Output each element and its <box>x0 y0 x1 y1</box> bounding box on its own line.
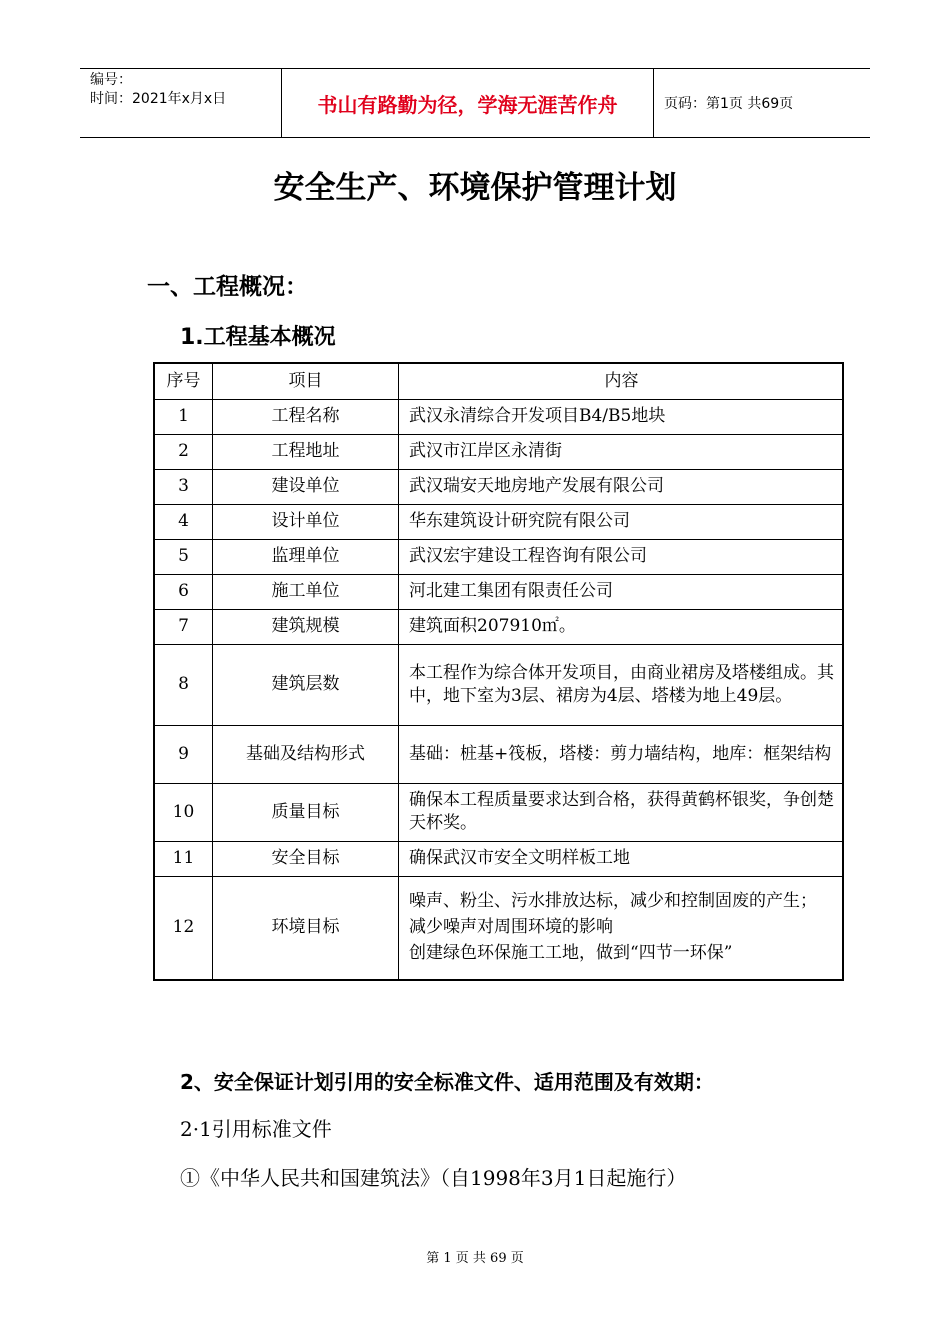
header-meta <box>80 69 282 137</box>
subsection-heading-references: 2·1引用标准文件 <box>180 1117 332 1141</box>
row-no: 8 <box>154 644 213 725</box>
row-no: 10 <box>154 783 213 841</box>
number-label: 编号： <box>90 72 132 88</box>
table-row <box>154 574 843 609</box>
row-no: 2 <box>154 434 213 469</box>
header-no: 序号 <box>154 363 213 399</box>
row-content <box>399 876 844 980</box>
row-item: 安全目标 <box>213 841 399 876</box>
row-item: 设计单位 <box>213 504 399 539</box>
row-content: 武汉瑞安天地房地产发展有限公司 <box>399 469 844 504</box>
row-content: 建筑面积207910㎡。 <box>399 609 844 644</box>
table-row <box>154 399 843 434</box>
env-target-line: 减少噪声对周围环境的影响 <box>409 917 613 938</box>
row-content: 武汉永清综合开发项目B4/B5地块 <box>399 399 844 434</box>
table-row <box>154 539 843 574</box>
row-item: 工程地址 <box>213 434 399 469</box>
time-label: 时间：2021年x月x日 <box>90 91 227 107</box>
row-content: 确保本工程质量要求达到合格，获得黄鹤杯银奖，争创楚天杯奖。 <box>399 783 844 841</box>
header-content: 内容 <box>399 363 844 399</box>
reference-item: ①《中华人民共和国建筑法》（自1998年3月1日起施行） <box>180 1166 687 1190</box>
row-item: 监理单位 <box>213 539 399 574</box>
row-no: 1 <box>154 399 213 434</box>
subsection-heading-basic: 1.工程基本概况 <box>180 325 336 350</box>
table-row <box>154 725 843 783</box>
row-item: 环境目标 <box>213 876 399 980</box>
row-item: 建筑层数 <box>213 644 399 725</box>
table-row <box>154 644 843 725</box>
row-content: 华东建筑设计研究院有限公司 <box>399 504 844 539</box>
project-info-table <box>153 362 844 981</box>
row-item: 基础及结构形式 <box>213 725 399 783</box>
row-no: 12 <box>154 876 213 980</box>
row-no: 9 <box>154 725 213 783</box>
row-no: 5 <box>154 539 213 574</box>
table-row <box>154 469 843 504</box>
document-header <box>80 68 870 138</box>
row-item: 建筑规模 <box>213 609 399 644</box>
row-content: 武汉市江岸区永清街 <box>399 434 844 469</box>
env-target-line: 噪声、粉尘、污水排放达标，减少和控制固废的产生； <box>409 891 817 912</box>
section-heading-standards: 2、安全保证计划引用的安全标准文件、适用范围及有效期： <box>180 1070 714 1094</box>
row-no: 7 <box>154 609 213 644</box>
row-item: 工程名称 <box>213 399 399 434</box>
table-row <box>154 434 843 469</box>
row-content: 基础：桩基+筏板，塔楼：剪力墙结构，地库：框架结构 <box>399 725 844 783</box>
table-row <box>154 609 843 644</box>
row-item: 建设单位 <box>213 469 399 504</box>
row-no: 4 <box>154 504 213 539</box>
table-row <box>154 504 843 539</box>
row-content: 确保武汉市安全文明样板工地 <box>399 841 844 876</box>
page-footer: 第 1 页 共 69 页 <box>426 1251 524 1266</box>
row-item: 施工单位 <box>213 574 399 609</box>
table-row <box>154 783 843 841</box>
row-no: 3 <box>154 469 213 504</box>
table-header-row <box>154 363 843 399</box>
header-page-info: 页码：第1页 共69页 <box>664 96 794 112</box>
document-title: 安全生产、环境保护管理计划 <box>273 170 677 206</box>
row-content: 武汉宏宇建设工程咨询有限公司 <box>399 539 844 574</box>
row-content: 本工程作为综合体开发项目，由商业裙房及塔楼组成。其中，地下室为3层、裙房为4层、塔楼为地上49层。 <box>399 644 844 725</box>
env-target-line: 创建绿色环保施工工地，做到“四节一环保” <box>409 943 733 964</box>
header-item: 项目 <box>213 363 399 399</box>
table-row <box>154 876 843 980</box>
row-content: 河北建工集团有限责任公司 <box>399 574 844 609</box>
section-heading-overview: 一、工程概况： <box>147 274 308 300</box>
row-item: 质量目标 <box>213 783 399 841</box>
table-row <box>154 841 843 876</box>
row-no: 6 <box>154 574 213 609</box>
row-no: 11 <box>154 841 213 876</box>
header-slogan: 书山有路勤为径，学海无涯苦作舟 <box>282 69 654 137</box>
